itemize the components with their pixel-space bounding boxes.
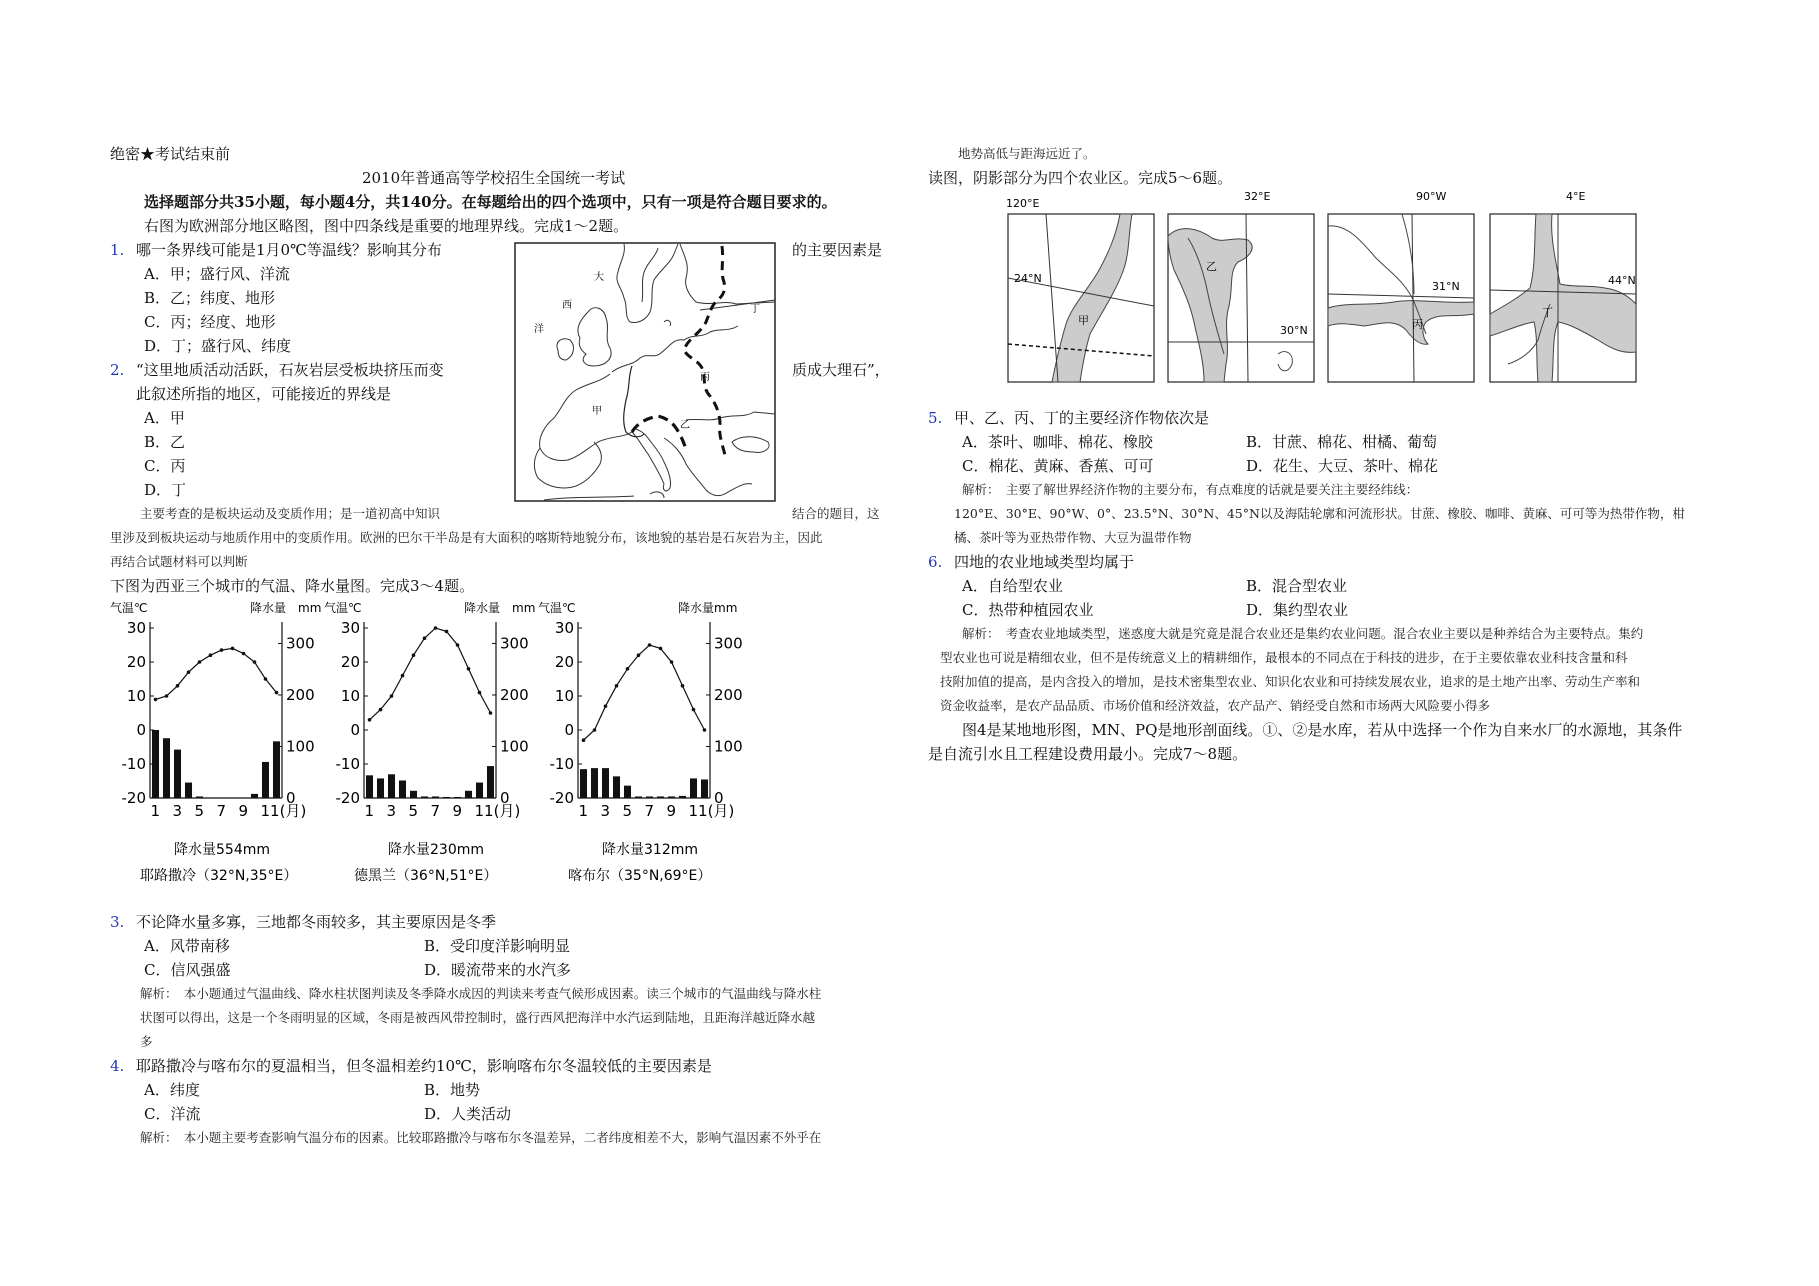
temp-point	[692, 708, 696, 712]
temp-tick-label: -10	[549, 755, 574, 773]
q6-option-d[interactable]: D．集约型农业	[1246, 601, 1349, 619]
question-number: 4.	[110, 1057, 125, 1075]
q2-stem-cont: 质成大理石”，	[792, 361, 890, 379]
q4-stem: 耶路撒冷与喀布尔的夏温相当，但冬温相差约10℃，影响喀布尔冬温较低的主要因素是	[136, 1057, 712, 1075]
temp-point	[390, 694, 394, 698]
temp-tick-label: -10	[121, 755, 146, 773]
x-tick-label: 3	[386, 802, 397, 820]
x-tick-label: 5	[408, 802, 419, 820]
q6-option-a[interactable]: A．自给型农业	[962, 577, 1063, 595]
map-label-da: 大	[594, 272, 604, 283]
temp-point	[412, 653, 416, 657]
temp-point	[242, 652, 246, 656]
precip-bar	[273, 741, 280, 798]
temp-point	[445, 630, 449, 634]
temp-point	[637, 653, 641, 657]
precip-bar	[377, 778, 384, 798]
map-label-yi: 乙	[680, 420, 690, 431]
map-lon-label: 120°E	[1006, 197, 1040, 210]
precip-bar	[591, 768, 598, 798]
q12-explanation-cont: 结合的题目，这	[792, 506, 880, 521]
map-label-ding: 丁	[750, 304, 760, 315]
temp-point	[253, 660, 257, 664]
q3-option-d[interactable]: D．暖流带来的水汽多	[424, 961, 572, 979]
x-tick-label: 1	[578, 802, 589, 820]
q4-option-b[interactable]: B．地势	[424, 1081, 481, 1099]
temp-point	[670, 660, 674, 664]
q6-explanation-line2: 型农业也可说是精细农业，但不是传统意义上的精耕细作，最根本的不同点在于科技的进步，在于主要依靠农业科技含量和科	[940, 650, 1628, 665]
precip-bar	[465, 791, 472, 798]
temp-point	[220, 648, 224, 652]
temp-point	[593, 728, 597, 732]
temp-point	[681, 684, 685, 688]
temp-line	[156, 648, 277, 699]
precip-tick-label: 200	[286, 685, 315, 704]
x-tick-label: 9	[452, 802, 463, 820]
temp-point	[478, 691, 482, 695]
temp-tick-label: 30	[554, 619, 574, 637]
q2-stem: “这里地质活动活跃，石灰岩层受板块挤压而变	[136, 361, 444, 379]
precip-tick-label: 100	[500, 737, 529, 756]
precip-axis-label: 降水量 mm	[250, 601, 322, 615]
temp-point	[275, 691, 279, 695]
exam-title: 2010年普通高等学校招生全国统一考试	[362, 169, 626, 187]
x-tick-label: 3	[600, 802, 611, 820]
temp-point	[582, 738, 586, 742]
temp-tick-label: 0	[564, 721, 574, 739]
precip-axis-label: 降水量 mm	[464, 601, 536, 615]
q4-option-c[interactable]: C．洋流	[144, 1105, 201, 1123]
map-region-yi: 乙	[1206, 260, 1217, 273]
precip-bar	[185, 783, 192, 798]
q4-option-a[interactable]: A．纬度	[144, 1081, 200, 1099]
precip-bar	[476, 783, 483, 798]
precip-axis-label: 降水量mm	[678, 601, 738, 615]
temp-point	[489, 711, 493, 715]
x-tick-label: 5	[194, 802, 205, 820]
precip-bar	[690, 778, 697, 798]
precip-bar	[701, 779, 708, 798]
x-tick-label: 11(月)	[260, 802, 307, 820]
temp-tick-label: 20	[554, 653, 574, 671]
q1-stem: 哪一条界线可能是1月0℃等温线？影响其分布	[136, 241, 442, 259]
map-lon-label: 32°E	[1244, 190, 1271, 203]
map-label-yang: 洋	[534, 324, 544, 335]
temp-tick-label: 30	[340, 619, 360, 637]
temp-tick-label: 10	[554, 687, 574, 705]
q78-intro: 图4是某地地形图，MN、PQ是地形剖面线。①、②是水库，若从中选择一个作为自来水厂的水源地，其条件	[962, 721, 1683, 739]
q2-stem-line2: 此叙述所指的地区，可能接近的界线是	[136, 385, 392, 403]
precip-bar	[613, 776, 620, 798]
temp-point	[423, 636, 427, 640]
section-notice: 选择题部分共35小题，每小题4分，共140分。在每题给出的四个选项中，只有一项是符合题目要求的。	[144, 193, 837, 211]
precip-tick-label: 0	[286, 789, 296, 807]
q6-option-b[interactable]: B．混合型农业	[1246, 577, 1348, 595]
q6-explanation: 解析： 考查农业地域类型，迷惑度大就是究竟是混合农业还是集约农业问题。混合农业主要以是种养结合为主要特点。集约	[962, 626, 1644, 641]
precip-total: 降水量554mm	[174, 842, 270, 858]
q3-explanation-line3: 多	[140, 1034, 153, 1049]
temp-tick-label: 0	[350, 721, 360, 739]
temp-point	[187, 670, 191, 674]
temp-point	[648, 643, 652, 647]
x-tick-label: 1	[364, 802, 375, 820]
map-label-bing: 丙	[700, 372, 710, 383]
temp-tick-label: 20	[126, 653, 146, 671]
precip-bar	[602, 768, 609, 798]
q1-option-d[interactable]: D．丁；盛行风、纬度	[144, 337, 292, 355]
precip-bar	[635, 796, 642, 798]
q5-option-a[interactable]: A．茶叶、咖啡、棉花、橡胶	[962, 433, 1153, 451]
q3-explanation: 解析： 本小题通过气温曲线、降水柱状图判读及冬季降水成因的判读来考查气候形成因素。读三个城市的气温曲线与降水柱	[140, 986, 822, 1001]
temp-point	[209, 653, 213, 657]
x-tick-label: 9	[238, 802, 249, 820]
x-tick-label: 11(月)	[474, 802, 521, 820]
q12-intro: 右图为欧洲部分地区略图，图中四条线是重要的地理界线。完成1～2题。	[144, 217, 629, 235]
precip-tick-label: 100	[714, 737, 743, 756]
q5-option-d[interactable]: D．花生、大豆、茶叶、棉花	[1246, 457, 1439, 475]
q1-option-c[interactable]: C．丙；经度、地形	[144, 313, 276, 331]
x-tick-label: 3	[172, 802, 183, 820]
q78-intro-line2: 是自流引水且工程建设费用最小。完成7～8题。	[928, 745, 1248, 763]
precip-bar	[410, 791, 417, 798]
map-lat-label: 31°N	[1432, 280, 1460, 293]
map-lat-label: 24°N	[1014, 272, 1042, 285]
precip-bar	[174, 750, 181, 798]
q3-option-a[interactable]: A．风带南移	[144, 937, 230, 955]
precip-tick-label: 0	[714, 789, 724, 807]
temp-point	[176, 684, 180, 688]
temp-line	[584, 645, 705, 740]
x-tick-label: 5	[622, 802, 633, 820]
temp-point	[198, 660, 202, 664]
temp-axis-label: 气温℃	[324, 601, 362, 615]
q2-option-d[interactable]: D．丁	[144, 481, 187, 499]
map-lat-label: 44°N	[1608, 274, 1636, 287]
q2-option-a[interactable]: A．甲	[144, 409, 185, 427]
map-region-ding: 丁	[1542, 306, 1553, 319]
precip-bar	[679, 796, 686, 798]
q1-stem-cont: 的主要因素是	[792, 241, 883, 259]
q6-option-c[interactable]: C．热带种植园农业	[962, 601, 1094, 619]
x-tick-label: 11(月)	[688, 802, 735, 820]
q2-option-b[interactable]: B．乙	[144, 433, 186, 451]
q5-explanation: 解析： 主要了解世界经济作物的主要分布，有点难度的话就是要关注主要经纬线：	[962, 482, 1419, 497]
q3-option-b[interactable]: B．受印度洋影响明显	[424, 937, 571, 955]
q4-option-d[interactable]: D．人类活动	[424, 1105, 512, 1123]
agri-region-maps	[1006, 190, 1814, 390]
precip-bar	[580, 769, 587, 798]
q1-option-a[interactable]: A．甲；盛行风、洋流	[144, 265, 290, 283]
precip-bar	[366, 775, 373, 798]
temp-point	[615, 684, 619, 688]
temp-point	[703, 728, 707, 732]
x-tick-label: 7	[216, 802, 227, 820]
map-label-xi: 西	[562, 300, 572, 311]
precip-bar	[152, 730, 159, 798]
city-label: 喀布尔（35°N,69°E）	[568, 868, 712, 884]
q12-explanation: 主要考查的是板块运动及变质作用；是一道初高中知识	[140, 506, 441, 521]
temp-line	[370, 628, 491, 720]
q1-option-b[interactable]: B．乙；纬度、地形	[144, 289, 276, 307]
temp-point	[467, 667, 471, 671]
temp-point	[604, 704, 608, 708]
temp-tick-label: 0	[136, 721, 146, 739]
temp-point	[231, 647, 235, 651]
q6-explanation-line3: 技附加值的提高，是内含投入的增加，是技术密集型农业、知识化农业和可持续发展农业，追求的是土地产出率、劳动生产率和	[940, 674, 1641, 689]
temp-point	[379, 708, 383, 712]
precip-tick-label: 100	[286, 737, 315, 756]
precip-bar	[388, 774, 395, 798]
precip-tick-label: 300	[500, 634, 529, 653]
x-tick-label: 1	[150, 802, 161, 820]
temp-point	[264, 677, 268, 681]
precip-bar	[399, 780, 406, 798]
question-number: 5.	[928, 409, 943, 427]
q2-option-c[interactable]: C．丙	[144, 457, 186, 475]
precip-bar	[487, 766, 494, 798]
precip-tick-label: 200	[500, 685, 529, 704]
q5-explanation-line3: 橘、茶叶等为亚热带作物、大豆为温带作物	[954, 530, 1192, 545]
map-lon-label: 4°E	[1566, 190, 1586, 203]
precip-tick-label: 200	[714, 685, 743, 704]
q4-explanation: 解析： 本小题主要考查影响气温分布的因素。比较耶路撒冷与喀布尔冬温差异，二者纬度相差不大，影响气温因素不外乎在	[140, 1130, 822, 1145]
q12-explanation-line3: 再结合试题材料可以判断	[110, 554, 248, 569]
precip-tick-label: 0	[500, 789, 510, 807]
map-region-jia: 甲	[1078, 314, 1089, 327]
precip-bar	[421, 796, 428, 798]
precip-tick-label: 300	[714, 634, 743, 653]
q5-option-c[interactable]: C．棉花、黄麻、香蕉、可可	[962, 457, 1154, 475]
europe-map	[514, 242, 776, 502]
city-label: 德黑兰（36°N,51°E）	[354, 868, 498, 884]
temp-tick-label: -20	[549, 789, 574, 807]
temp-point	[368, 718, 372, 722]
q6-stem: 四地的农业地域类型均属于	[954, 553, 1135, 571]
temp-axis-label: 气温℃	[110, 601, 148, 615]
temp-tick-label: 20	[340, 653, 360, 671]
q3-option-c[interactable]: C．信风强盛	[144, 961, 231, 979]
precip-total: 降水量230mm	[388, 842, 484, 858]
map-lon-label: 90°W	[1416, 190, 1447, 203]
temp-tick-label: 10	[340, 687, 360, 705]
precip-bar	[657, 796, 664, 798]
temp-tick-label: -20	[335, 789, 360, 807]
precip-bar	[163, 738, 170, 798]
city-label: 耶路撒冷（32°N,35°E）	[140, 868, 298, 884]
temp-tick-label: -10	[335, 755, 360, 773]
q5-explanation-line2: 120°E、30°E、90°W、0°、23.5°N、30°N、45°N以及海陆轮廓和河流形状。甘蔗、橡胶、咖啡、黄麻、可可等为热带作物，柑	[954, 506, 1685, 521]
temp-tick-label: 30	[126, 619, 146, 637]
map-lat-label: 30°N	[1280, 324, 1308, 337]
precip-tick-label: 300	[286, 634, 315, 653]
precip-bar	[196, 796, 203, 798]
temp-tick-label: -20	[121, 789, 146, 807]
temp-point	[154, 698, 158, 702]
q5-stem: 甲、乙、丙、丁的主要经济作物依次是	[954, 409, 1210, 427]
temp-point	[401, 674, 405, 678]
climate-charts	[110, 598, 770, 888]
question-number: 2.	[110, 361, 125, 379]
question-number: 3.	[110, 913, 125, 931]
precip-bar	[624, 786, 631, 798]
precip-bar	[251, 794, 258, 798]
map-label-jia: 甲	[592, 406, 602, 417]
precip-total: 降水量312mm	[602, 842, 698, 858]
precip-bar	[262, 762, 269, 798]
secret-label: 绝密★考试结束前	[110, 145, 231, 163]
q56-intro: 读图，阴影部分为四个农业区。完成5～6题。	[928, 169, 1233, 187]
temp-axis-label: 气温℃	[538, 601, 576, 615]
precip-bar	[454, 797, 461, 798]
question-number: 6.	[928, 553, 943, 571]
temp-point	[626, 667, 630, 671]
temp-point	[659, 647, 663, 651]
precip-bar	[443, 797, 450, 798]
precip-bar	[668, 796, 675, 798]
temp-point	[456, 643, 460, 647]
q5-option-b[interactable]: B．甘蔗、棉花、柑橘、葡萄	[1246, 433, 1438, 451]
q4-explanation-cont: 地势高低与距海远近了。	[958, 146, 1096, 161]
precip-bar	[432, 796, 439, 798]
x-tick-label: 7	[644, 802, 655, 820]
q6-explanation-line4: 资金收益率，是农产品品质、市场价值和经济效益，农产品产、销经受自然和市场两大风险要小得多	[940, 698, 1491, 713]
temp-tick-label: 10	[126, 687, 146, 705]
q12-explanation-line2: 里涉及到板块运动与地质作用中的变质作用。欧洲的巴尔干半岛是有大面积的喀斯特地貌分布，该地貌的基岩是石灰岩为主，因此	[110, 530, 823, 545]
x-tick-label: 9	[666, 802, 677, 820]
q3-explanation-line2: 状图可以得出，这是一个冬雨明显的区域，冬雨是被西风带控制时，盛行西风把海洋中水汽运到陆地，且距海洋越近降水越	[140, 1010, 816, 1025]
q34-intro: 下图为西亚三个城市的气温、降水量图。完成3～4题。	[110, 577, 475, 595]
map-region-bing: 丙	[1412, 318, 1423, 331]
temp-point	[434, 626, 438, 630]
temp-point	[165, 694, 169, 698]
x-tick-label: 7	[430, 802, 441, 820]
q3-stem: 不论降水量多寡，三地都冬雨较多，其主要原因是冬季	[136, 913, 497, 931]
question-number: 1.	[110, 241, 125, 259]
precip-bar	[646, 796, 653, 798]
